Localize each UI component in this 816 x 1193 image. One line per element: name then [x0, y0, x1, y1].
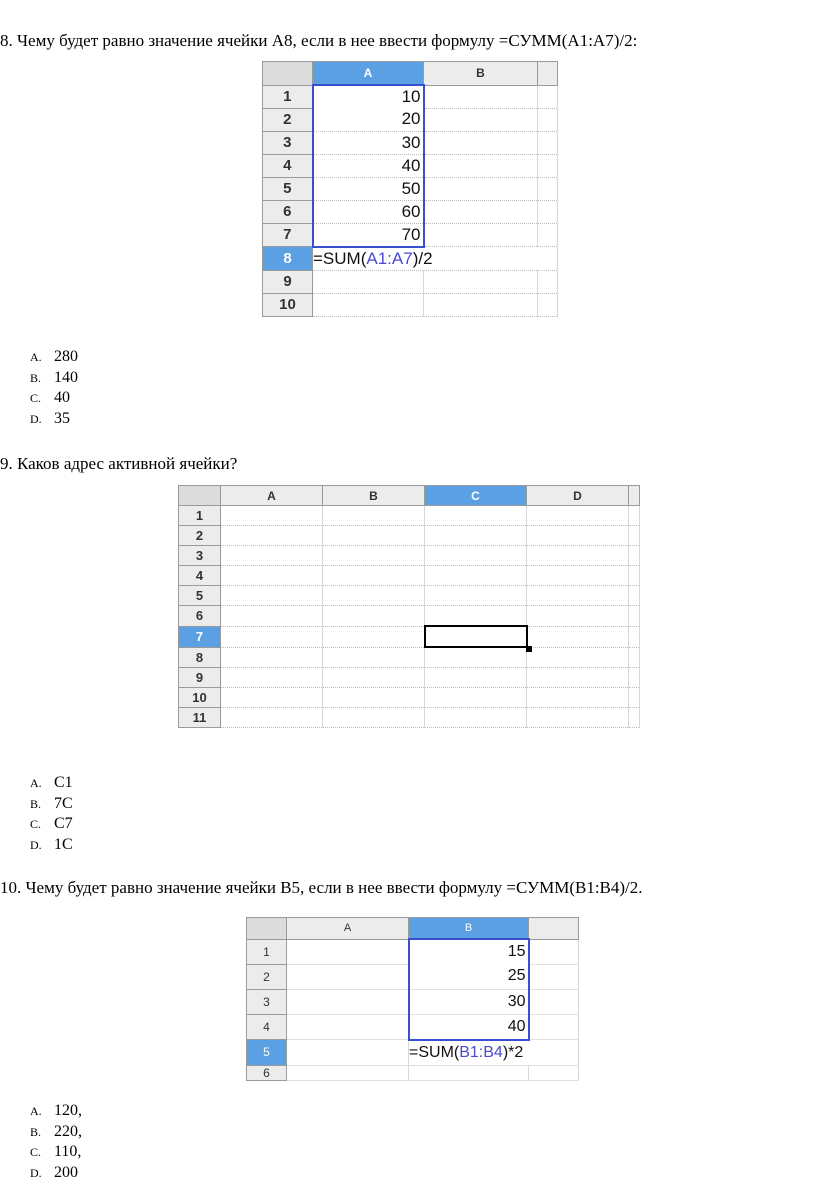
answer-letter: C. — [30, 391, 42, 405]
formula-range: A1:A7 — [366, 248, 413, 268]
row-header: 4 — [179, 566, 221, 586]
cell — [527, 668, 629, 688]
cell-b2: 25 — [409, 964, 529, 989]
row-header: 9 — [179, 668, 221, 688]
cell-a4: 40 — [313, 154, 424, 177]
cell — [425, 586, 527, 606]
answer-option — [30, 388, 78, 409]
row-header: 1 — [247, 939, 287, 964]
answer-letter: D. — [30, 1165, 42, 1180]
row-header: 10 — [179, 688, 221, 708]
cell — [323, 526, 425, 546]
formula-prefix: =SUM( — [409, 1043, 460, 1061]
cell — [323, 647, 425, 668]
spreadsheet-q10 — [246, 917, 579, 1081]
answer-option — [30, 368, 78, 389]
cell — [425, 526, 527, 546]
cell-extra — [538, 200, 558, 223]
cell-a3: 30 — [313, 131, 424, 154]
cell-a3 — [287, 989, 409, 1014]
question-10-text: 10. Чему будет равно значение ячейки В5, если в нее ввести формулу =СУММ(В1:В4)/2. — [0, 878, 643, 897]
cell — [323, 606, 425, 627]
answers-q9 — [30, 773, 73, 855]
cell-b10 — [424, 293, 538, 316]
row-header-active: 7 — [179, 626, 221, 647]
answer-value: 40 — [54, 389, 70, 406]
col-header-a: A — [221, 486, 323, 506]
cell-b2 — [424, 108, 538, 131]
cell — [629, 506, 640, 526]
answer-option — [30, 835, 73, 856]
row-header: 3 — [179, 546, 221, 566]
answer-value: C1 — [54, 774, 73, 791]
answer-letter: B. — [30, 1124, 42, 1139]
cell — [221, 586, 323, 606]
formula-suffix: )*2 — [502, 1043, 524, 1061]
cell — [527, 586, 629, 606]
cell-b9 — [424, 270, 538, 293]
cell — [221, 688, 323, 708]
cell — [527, 526, 629, 546]
col-header-a: A — [287, 918, 409, 940]
col-header-extra — [538, 62, 558, 86]
answer-value: 220, — [54, 1122, 82, 1140]
cell-extra — [538, 85, 558, 108]
answer-value: 35 — [54, 409, 70, 427]
cell — [221, 668, 323, 688]
cell-b1 — [424, 85, 538, 108]
cell — [629, 546, 640, 566]
cell — [323, 586, 425, 606]
answer-value: 140 — [54, 368, 78, 386]
cell — [425, 668, 527, 688]
answer-option — [30, 814, 73, 835]
cell-a8-formula — [313, 247, 558, 271]
answer-option — [30, 1163, 82, 1184]
cell-extra — [538, 270, 558, 293]
cell — [323, 708, 425, 728]
cell-b6 — [424, 200, 538, 223]
cell-a2 — [287, 964, 409, 989]
row-header: 3 — [263, 131, 313, 154]
col-header-d: D — [527, 486, 629, 506]
cell — [527, 647, 629, 668]
answers-q10 — [30, 1101, 82, 1183]
cell — [221, 566, 323, 586]
cell — [629, 566, 640, 586]
answer-value: 120, — [54, 1102, 82, 1119]
cell — [527, 546, 629, 566]
answer-option — [30, 1101, 82, 1122]
row-header: 8 — [179, 647, 221, 668]
col-header-extra — [529, 918, 579, 940]
row-header: 6 — [263, 200, 313, 223]
cell-a5 — [287, 1040, 409, 1066]
cell-b6 — [409, 1065, 529, 1080]
cell — [425, 606, 527, 627]
cell — [221, 626, 323, 647]
answer-letter: D. — [30, 411, 42, 426]
cell — [323, 668, 425, 688]
answer-letter: C. — [30, 1145, 42, 1159]
cell-a6 — [287, 1065, 409, 1080]
cell — [629, 647, 640, 668]
row-header: 4 — [263, 154, 313, 177]
cell — [323, 566, 425, 586]
row-header: 3 — [247, 989, 287, 1014]
answer-value: 200 — [54, 1163, 78, 1181]
col-header-c: C — [425, 486, 527, 506]
corner-cell — [263, 62, 313, 86]
cell-extra — [538, 131, 558, 154]
cell-extra — [538, 154, 558, 177]
cell-a7: 70 — [313, 223, 424, 247]
answer-value: C7 — [54, 815, 73, 832]
row-header: 6 — [179, 606, 221, 627]
row-header: 6 — [247, 1065, 287, 1080]
cell-a5: 50 — [313, 177, 424, 200]
row-header: 5 — [179, 586, 221, 606]
cell-b4: 40 — [409, 1014, 529, 1040]
answer-option — [30, 1122, 82, 1143]
answer-letter: A. — [30, 350, 42, 364]
cell — [425, 566, 527, 586]
cell-extra — [529, 1014, 579, 1040]
cell-a10 — [313, 293, 424, 316]
cell-b4 — [424, 154, 538, 177]
row-header-active: 8 — [263, 247, 313, 271]
cell — [629, 668, 640, 688]
cell-extra — [529, 964, 579, 989]
cell-a2: 20 — [313, 108, 424, 131]
row-header: 4 — [247, 1014, 287, 1040]
answer-letter: B. — [30, 796, 42, 811]
cell-b3: 30 — [409, 989, 529, 1014]
cell — [629, 688, 640, 708]
row-header: 1 — [179, 506, 221, 526]
answer-value: 110, — [54, 1143, 82, 1160]
cell — [629, 708, 640, 728]
answer-letter: B. — [30, 370, 42, 385]
row-header: 7 — [263, 223, 313, 247]
answer-letter: A. — [30, 1104, 42, 1118]
cell — [527, 708, 629, 728]
col-header-extra — [629, 486, 640, 506]
cell — [527, 566, 629, 586]
row-header: 11 — [179, 708, 221, 728]
cell — [527, 688, 629, 708]
answer-letter: D. — [30, 837, 42, 852]
col-header-a: A — [313, 62, 424, 86]
cell — [221, 546, 323, 566]
cell — [221, 606, 323, 627]
row-header: 9 — [263, 270, 313, 293]
cell-a1: 10 — [313, 85, 424, 108]
cell — [629, 606, 640, 627]
cell-a9 — [313, 270, 424, 293]
cell-extra — [538, 293, 558, 316]
cell — [425, 688, 527, 708]
corner-cell — [179, 486, 221, 506]
cell — [425, 647, 527, 668]
cell — [527, 626, 629, 647]
answer-option — [30, 794, 73, 815]
col-header-b: B — [409, 918, 529, 940]
formula-range: B1:B4 — [459, 1043, 503, 1061]
cell-extra — [529, 989, 579, 1014]
cell — [425, 506, 527, 526]
cell — [629, 586, 640, 606]
row-header: 2 — [247, 964, 287, 989]
col-header-b: B — [424, 62, 538, 86]
cell-a1 — [287, 939, 409, 964]
cell-extra — [538, 177, 558, 200]
cell-a6: 60 — [313, 200, 424, 223]
row-header: 1 — [263, 85, 313, 108]
cell-b5 — [424, 177, 538, 200]
cell — [323, 688, 425, 708]
corner-cell — [247, 918, 287, 940]
cell-b3 — [424, 131, 538, 154]
cell — [221, 526, 323, 546]
spreadsheet-q9 — [178, 485, 640, 728]
cell — [323, 626, 425, 647]
cell-extra — [538, 108, 558, 131]
cell — [425, 546, 527, 566]
row-header: 2 — [179, 526, 221, 546]
spreadsheet-q8 — [262, 61, 558, 317]
row-header: 5 — [263, 177, 313, 200]
active-cell-c7[interactable] — [425, 626, 527, 647]
row-header: 2 — [263, 108, 313, 131]
cell-extra — [529, 1065, 579, 1080]
cell — [629, 526, 640, 546]
cell — [221, 506, 323, 526]
answer-value: 7C — [54, 794, 73, 812]
formula-prefix: =SUM( — [313, 248, 367, 268]
answer-option — [30, 409, 78, 430]
cell — [425, 708, 527, 728]
col-header-b: B — [323, 486, 425, 506]
cell-a4 — [287, 1014, 409, 1040]
cell — [629, 626, 640, 647]
cell-b7 — [424, 223, 538, 247]
row-header: 10 — [263, 293, 313, 316]
cell-extra — [529, 939, 579, 964]
cell — [221, 647, 323, 668]
cell — [527, 606, 629, 627]
cell — [221, 708, 323, 728]
answer-option — [30, 773, 73, 794]
cell — [323, 506, 425, 526]
answer-letter: C. — [30, 817, 42, 831]
answer-option — [30, 347, 78, 368]
answer-option — [30, 1142, 82, 1163]
row-header-active: 5 — [247, 1040, 287, 1066]
answers-q8 — [30, 347, 78, 429]
formula-suffix: )/2 — [412, 248, 433, 268]
answer-letter: A. — [30, 776, 42, 790]
answer-value: 280 — [54, 348, 78, 365]
cell — [527, 506, 629, 526]
cell — [323, 546, 425, 566]
cell-b5-formula — [409, 1040, 579, 1066]
question-9-text: 9. Каков адрес активной ячейки? — [0, 454, 238, 473]
question-8-text: 8. Чему будет равно значение ячейки А8, если в нее ввести формулу =СУММ(А1:А7)/2: — [0, 31, 638, 50]
cell-b1: 15 — [409, 939, 529, 964]
answer-value: 1C — [54, 835, 73, 853]
cell-extra — [538, 223, 558, 247]
fill-handle-icon[interactable] — [526, 646, 532, 652]
